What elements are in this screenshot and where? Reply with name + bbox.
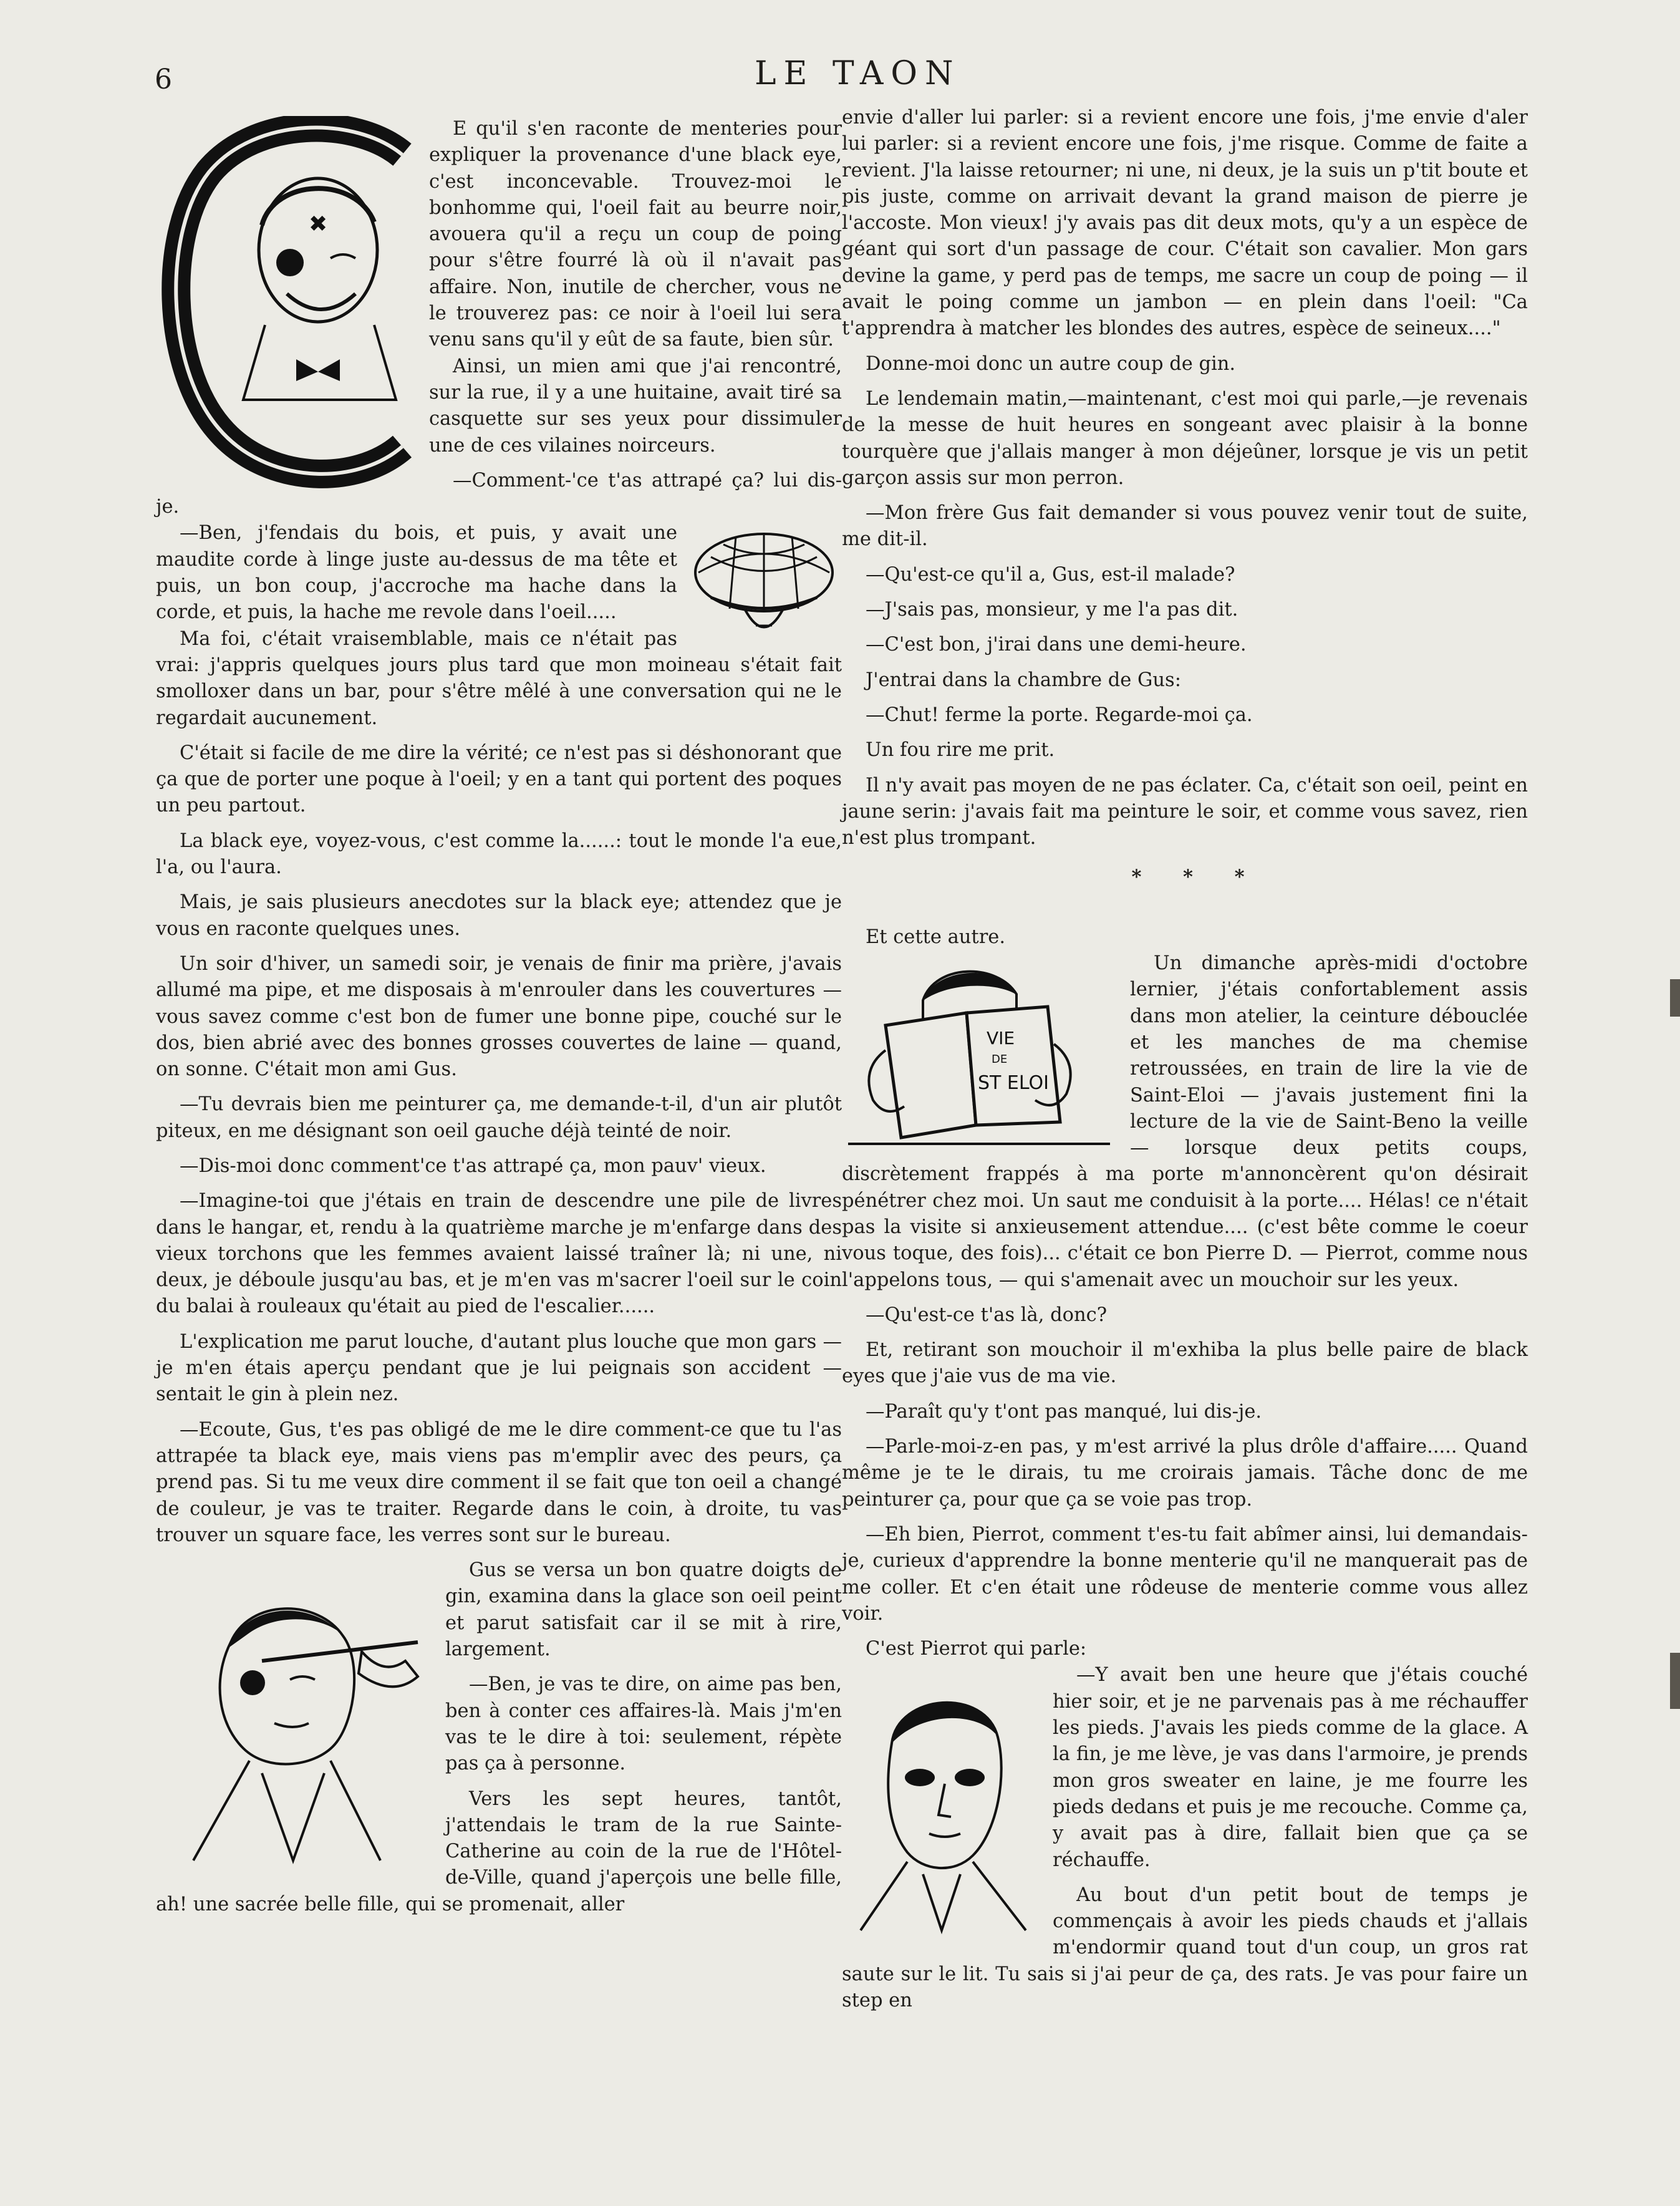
book-title-line: VIE <box>987 1028 1015 1049</box>
paragraph: —C'est bon, j'irai dans une demi-heure. <box>866 634 1247 656</box>
book-title-line: ST ELOI <box>978 1072 1049 1095</box>
painting-eye-illustration <box>156 1574 430 1867</box>
paragraph: Ainsi, un mien ami que j'ai rencontré, sur la rue, il y a une huitaine, avait tiré sa casquette sur ses yeux pour dissimuler une de ces vilaines noirceurs. <box>429 355 842 457</box>
paragraph: Le lendemain matin,—maintenant, c'est moi qui parle,—je revenais de la messe de huit heures en songeant avec plaisir à la bonne tourquère que j'allais manger à mon déjeûner, lorsque je vis un petit garçon assis sur mon perron. <box>842 387 1528 489</box>
paragraph: —Eh bien, Pierrot, comment t'es-tu fait abîmer ainsi, lui demandais-je, curieux d'apprendre la bonne menterie qu'il ne manquerait pas de me coller. Et c'en était une rôdeuse de menterie comme vous allez voir. <box>842 1523 1528 1625</box>
page-number: 6 <box>155 64 172 95</box>
paragraph: —Tu devrais bien me peinturer ça, me demande-t-il, d'un air plutôt piteux, en me désignant son oeil gauche déjà teinté de noir. <box>156 1093 842 1142</box>
cap-head-illustration <box>686 523 842 647</box>
paragraph: —Ben, je vas te dire, on aime pas ben, ben à conter ces affaires-là. Mais j'm'en vas te le dire à toi: seulement, répète pas ça à personne. <box>445 1673 842 1775</box>
paragraph: Donne-moi donc un autre coup de gin. <box>866 352 1236 375</box>
paragraph: envie d'aller lui parler: si a revient encore une fois, j'me envie d'aler lui parler: si a revient encore une fois, j'me risque. Comme de faite a revient. J'la laisse retourner; ni une, ni deux, je la suis un p'tit boute et pis juste, comme on arrivait devant la grand maison de pierre je l'accoste. Mon vieux! j'y avais pas dit deux mots, qu'y a un espèce de géant qui sort d'un passage de cour. C'était son cavalier. Mon gars devine la game, y perd pas de temps, me sacre un coup de poing — il avait le poing comme un jambon — en plein dans l'oeil: "Ca t'apprendra à matcher les blondes des autres, espèce de seineux...." <box>842 107 1528 340</box>
paragraph: —Mon frère Gus fait demander si vous pouvez venir tout de suite, me dit-il. <box>842 502 1528 551</box>
paragraph: Vers les sept heures, tantôt, j'attendais le tram de la rue Sainte-Catherine au coin de la rue de l'Hôtel-de-Ville, quand j'aperçois une belle fille, ah! une sacrée belle fille, qui se promenait, aller <box>156 1788 842 1915</box>
paragraph: Au bout d'un petit bout de temps je commençais à avoir les pieds chauds et j'allais m'endormir quand tout d'un coup, un gros rat saute sur le lit. Tu sais si j'ai peur de ça, des rats. Je vas pour faire un step en <box>842 1884 1528 2011</box>
paragraph: L'explication me parut louche, d'autant plus louche que mon gars — je m'en étais aperçu pendant que je lui peignais son accident — sentait le gin à plein nez. <box>156 1330 842 1406</box>
left-column <box>156 116 842 1918</box>
paragraph: Ma foi, c'était vraisemblable, mais ce n'était pas vrai: j'appris quelques jours plus tard que mon moineau s'était fait smolloxer dans un bar, pour s'être mêlé à une conversation qui ne le regardait aucunement. <box>156 627 842 729</box>
paragraph: —Comment-'ce t'as attrapé ça? lui dis-je. <box>156 469 842 518</box>
paragraph: —Ecoute, Gus, t'es pas obligé de me le dire comment-ce que tu l'as attrapée ta black eye, mais viens pas m'emplir avec des peurs, ça prend pas. Si tu me veux dire comment il se fait que ton oeil a changé de couleur, je vas te traiter. Regarde dans le coin, à droite, tu vas trouver un square face, les verres sont sur le bureau. <box>156 1418 842 1546</box>
paragraph: —Paraît qu'y t'ont pas manqué, lui dis-je. <box>866 1400 1262 1423</box>
paragraph: —Chut! ferme la porte. Regarde-moi ça. <box>866 704 1253 726</box>
paragraph: Un soir d'hiver, un samedi soir, je venais de finir ma prière, j'avais allumé ma pipe, et me disposais à m'enrouler dans les couvertures — vous savez comme c'est bon de fumer une bonne pipe, couché sur le dos, bien abrié avec des bonnes grosses couvertes de laine — quand, on sonne. C'était mon ami Gus. <box>156 952 842 1081</box>
right-column <box>842 105 1528 2014</box>
page-edge-mark <box>1670 979 1680 1017</box>
paragraph: Et cette autre. <box>866 926 1006 948</box>
paragraph: —Ben, j'fendais du bois, et puis, y avait une maudite corde à linge juste au-dessus de ma tête et puis, un bon coup, j'accroche ma hache dans la corde, et puis, la hache me revole dans l'oeil..... <box>156 522 677 624</box>
paragraph: Il n'y avait pas moyen de ne pas éclater. Ca, c'était son oeil, peint en jaune serin: j'avais fait ma peinture le soir, et comme vous savez, rien n'est plus trompant. <box>842 774 1528 849</box>
paragraph: J'entrai dans la chambre de Gus: <box>866 669 1181 691</box>
paragraph: C'est Pierrot qui parle: <box>866 1638 1087 1660</box>
paragraph: C'était si facile de me dire la vérité; ce n'est pas si déshonorant que ça que de porter une poque à l'oeil; y en a tant qui portent des poques un peu partout. <box>156 742 842 817</box>
svg-text:✖: ✖ <box>309 211 328 237</box>
paragraph: —Imagine-toi que j'étais en train de descendre une pile de livres dans le hangar, et, rendu à la quatrième marche je m'enfarge dans des vieux torchons que les femmes avaient laissé traîner là; ni une, ni deux, je déboule jusqu'au bas, et je m'en vas m'sacrer l'oeil sur le coin du balai à rouleaux qu'était au pied de l'escalier...... <box>156 1190 842 1318</box>
paragraph: Et, retirant son mouchoir il m'exhiba la plus belle paire de black eyes que j'aie vus de ma vie. <box>842 1339 1528 1388</box>
paragraph: —Y avait ben une heure que j'étais couché hier soir, et je ne parvenais pas à me réchauffer les pieds. J'avais les pieds comme de la glace. A la fin, je me lève, je vas dans l'armoire, je prends mon gros sweater en laine, je me fourre les pieds dedans et puis je me recouche. Comme ça, y avait pas à dire, fallait bien que ça se réchauffe. <box>1053 1664 1528 1871</box>
drop-cap-c-illustration <box>150 116 418 490</box>
paragraph: Un dimanche après-midi d'octobre lernier, j'étais confortablement assis dans mon atelier, la ceinture débouclée et les manches de ma chemise retroussées, en train de lire la vie de Saint-Eloi — j'avais justement fini la lecture de la vie de Saint-Beno la veille — lorsque deux petits coups, discrètement frappés à ma porte m'annoncèrent qu'on désirait pénétrer chez moi. Un saut me conduisit à la porte.... Hélas! ce n'était pas la visite si anxieusement attendue.... (c'est bête comme le coeur vous toque, des fois)... c'était ce bon Pierre D. — Pierrot, comme nous l'appelons tous, — qui s'amenait avec un mouchoir sur les yeux. <box>842 952 1528 1291</box>
paragraph: —Dis-moi donc comment'ce t'as attrapé ça, mon pauv' vieux. <box>180 1154 766 1177</box>
book-title-line: DE <box>992 1053 1008 1067</box>
paragraph: —J'sais pas, monsieur, y me l'a pas dit. <box>866 599 1238 621</box>
page-edge-mark <box>1670 1653 1680 1709</box>
paragraph: —Qu'est-ce t'as là, donc? <box>866 1304 1108 1326</box>
paragraph: La black eye, voyez-vous, c'est comme la......: tout le monde l'a eue, l'a, ou l'aura. <box>156 830 842 879</box>
paragraph: Mais, je sais plusieurs anecdotes sur la black eye; attendez que je vous en raconte quelques unes. <box>156 891 842 940</box>
masthead-title: LE TAON <box>755 55 961 92</box>
pierrot-portrait-illustration <box>848 1675 1035 1937</box>
reading-man-illustration <box>842 957 1116 1150</box>
paragraph: —Qu'est-ce qu'il a, Gus, est-il malade? <box>866 563 1235 586</box>
paragraph: —Parle-moi-z-en pas, y m'est arrivé la plus drôle d'affaire..... Quand même je te le dirais, tu me croirais jamais. Tâche donc de me peinturer ça, pour que ça se voie pas trop. <box>842 1436 1528 1511</box>
paragraph: Un fou rire me prit. <box>866 739 1055 762</box>
paragraph: Gus se versa un bon quatre doigts de gin, examina dans la glace son oeil peint et parut satisfait car il se mit à rire, largement. <box>445 1559 842 1661</box>
paragraph: E qu'il s'en raconte de menteries pour expliquer la provenance d'une black eye, c'est inconcevable. Trouvez-moi le bonhomme qui, l'oeil fait au beurre noir, avouera qu'il a reçu un coup de poing pour s'être fourré là où il n'avait pas affaire. Non, inutile de chercher, vous ne le trouverez pas: ce noir à l'oeil lui sera venu sans qu'il y eût de sa faute, bien sûr. <box>429 118 842 351</box>
section-divider: * * * <box>1131 866 1262 889</box>
